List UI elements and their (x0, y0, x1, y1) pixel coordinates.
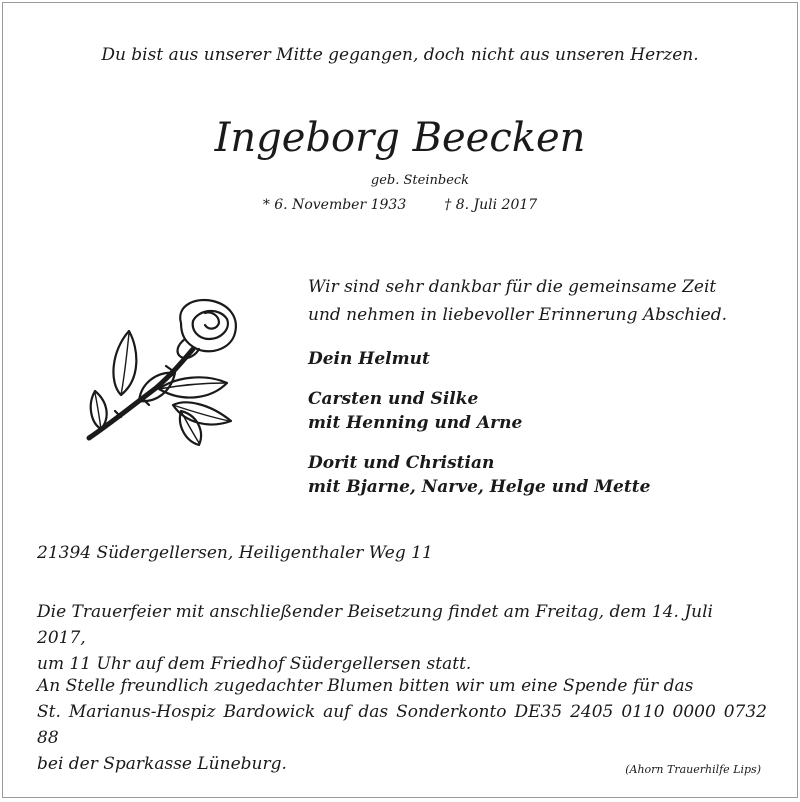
thanks-line: und nehmen in liebevoller Erinnerung Abschied. (308, 305, 728, 325)
mourner-line: Dorit und Christian (308, 453, 495, 473)
death-date: † 8. Juli 2017 (444, 197, 538, 213)
motto: Du bist aus unserer Mitte gegangen, doch nicht aus unseren Herzen. (101, 45, 699, 65)
thanks-line: Wir sind sehr dankbar für die gemeinsame Zeit (308, 277, 717, 297)
mourner-group (308, 347, 778, 371)
deceased-name: Ingeborg Beecken (214, 115, 586, 161)
rose-icon (81, 293, 246, 448)
donation-line: An Stelle freundlich zugedachter Blumen bitten wir um eine Spende für das (37, 676, 694, 696)
donation-line: St. Marianus-Hospiz Bardowick auf das Sonderkonto DE35 2405 0110 0000 0732 88 (37, 702, 767, 748)
funeral-line: Die Trauerfeier mit anschließender Beisetzung findet am Freitag, dem 14. Juli 2017, (37, 602, 713, 648)
maiden-name: geb. Steinbeck (370, 173, 470, 188)
birth-date: * 6. November 1933 (262, 197, 407, 213)
obituary-notice (2, 2, 798, 798)
mourner-line: mit Henning und Arne (308, 413, 523, 433)
life-dates (3, 197, 797, 213)
donation-line: bei der Sparkasse Lüneburg. (37, 754, 287, 774)
address: 21394 Südergellersen, Heiligenthaler Weg 11 (37, 543, 433, 563)
mourner-line: Dein Helmut (308, 349, 430, 369)
mourners-list (308, 347, 778, 515)
funeral-line: um 11 Uhr auf dem Friedhof Südergellersen statt. (37, 654, 472, 674)
funeral-info (37, 599, 767, 677)
mourner-group (308, 387, 778, 435)
funeral-home-credit: (Ahorn Trauerhilfe Lips) (625, 763, 761, 776)
donation-info (37, 673, 767, 777)
mourner-line: Carsten und Silke (308, 389, 479, 409)
mourner-line: mit Bjarne, Narve, Helge und Mette (308, 477, 651, 497)
mourner-group (308, 451, 778, 499)
thanks-text (308, 273, 778, 329)
